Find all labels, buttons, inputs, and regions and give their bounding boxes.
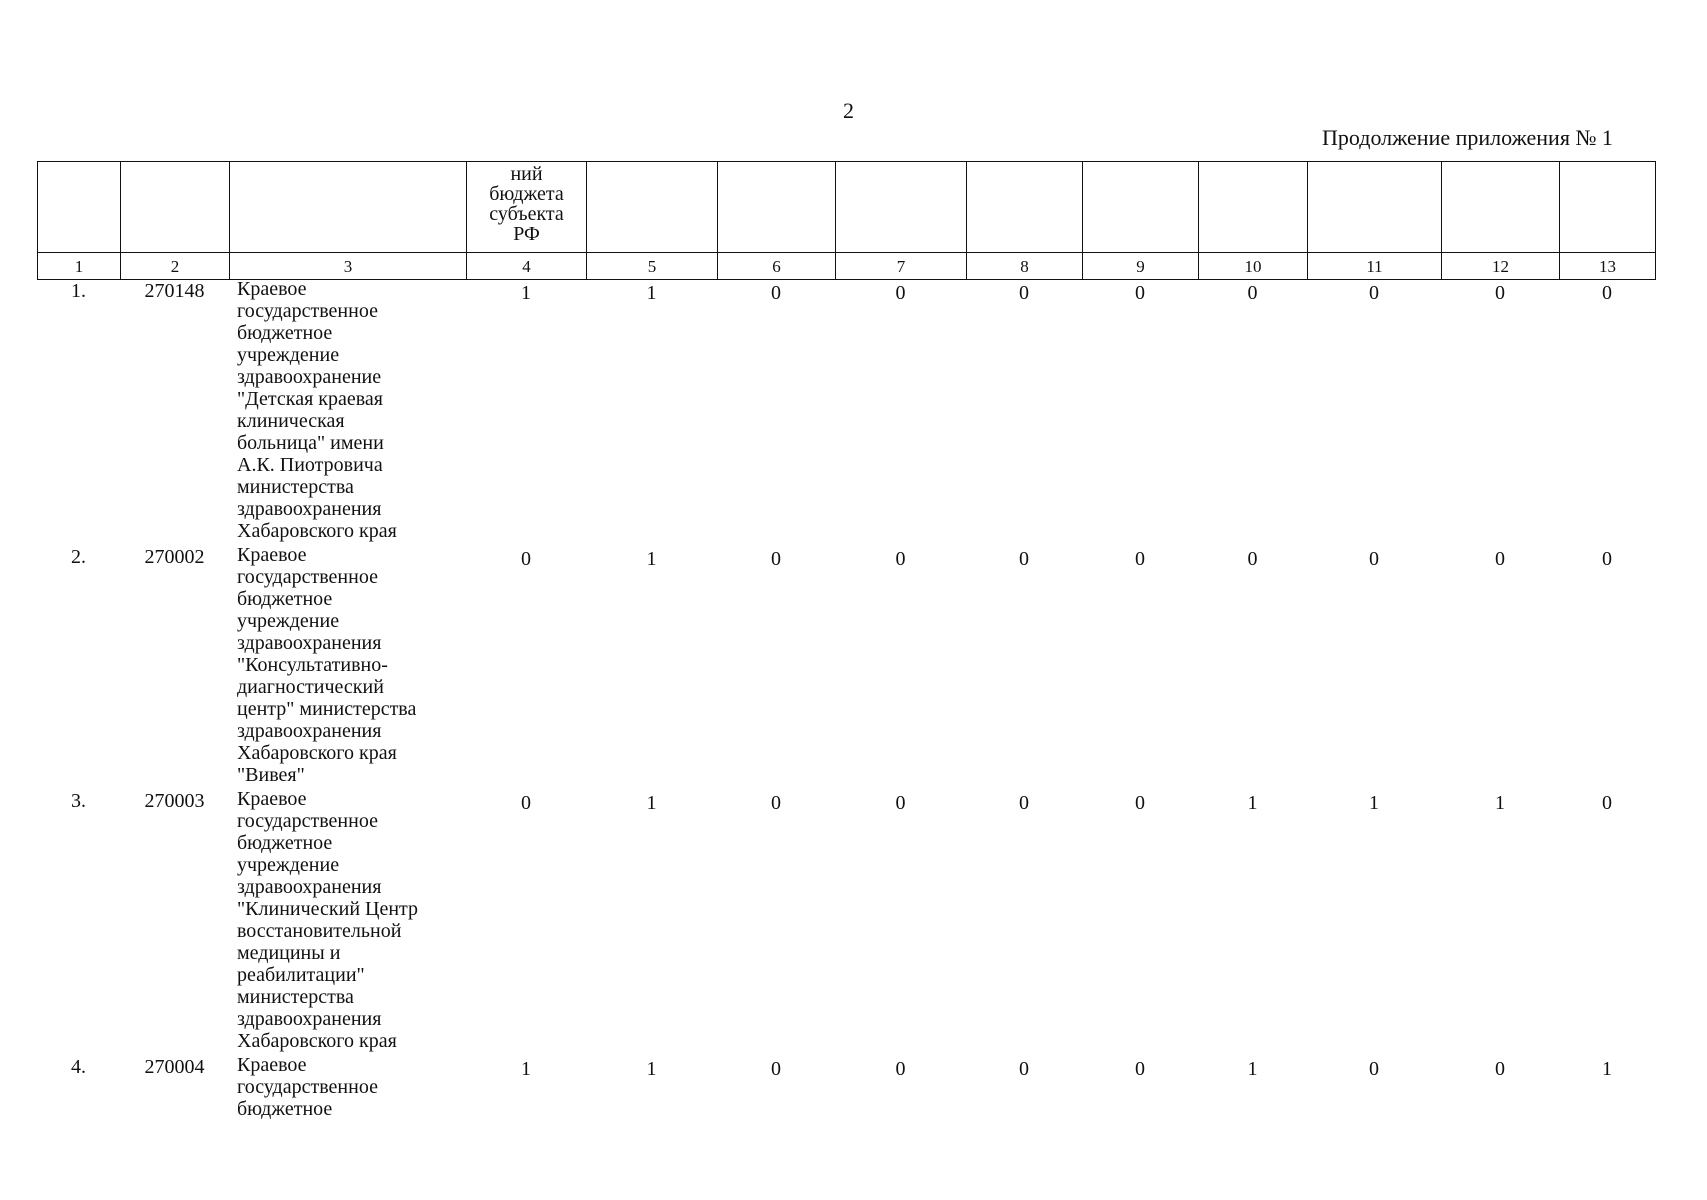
row-value: 0 [1495,1058,1505,1080]
row-value: 0 [895,282,906,304]
header-cell-6 [718,162,836,253]
header-cell-1 [38,162,121,253]
table-body [37,278,1655,1134]
continuation-title: Продолжение приложения № 1 [1322,125,1613,150]
header-cell-9 [1083,162,1199,253]
column-number: 4 [467,253,587,280]
row-code: 270002 [144,546,205,568]
header-cell-7 [836,162,967,253]
column-number: 7 [836,253,967,280]
header-cell-11 [1308,162,1442,253]
table-row [37,544,1655,788]
row-value: 0 [1495,282,1505,304]
row-value: 0 [895,1058,906,1080]
header-row-column-numbers [38,253,1656,280]
header-cell-13 [1560,162,1656,253]
row-value: 1 [1602,1058,1612,1080]
page-number: 2 [843,98,854,123]
row-value: 0 [1019,792,1029,814]
column-number: 2 [121,253,230,280]
row-value: 0 [1602,792,1612,814]
header-cell-4 [467,162,587,253]
row-value: 0 [771,548,781,570]
table-row [37,278,1655,544]
column-number: 10 [1199,253,1308,280]
row-value: 1 [646,282,657,304]
row-value: 1 [646,1058,657,1080]
row-value: 0 [771,282,781,304]
row-name: Краевое государственное бюджетное учреждение здравоохранения "Клинический Центр восстановительной медицины и реабилитации" министерства здравоохранения Хабаровского края [237,788,419,1052]
row-value: 1 [1369,792,1379,814]
header-cell-3 [230,162,467,253]
column-number: 5 [587,253,718,280]
header-cell-12 [1442,162,1560,253]
row-value: 0 [521,792,531,814]
row-value: 0 [1602,548,1612,570]
row-value: 1 [1247,1058,1258,1080]
row-value: 0 [895,548,906,570]
row-value: 1 [646,792,657,814]
column-number: 11 [1308,253,1442,280]
header-cell-10 [1199,162,1308,253]
column-number: 12 [1442,253,1560,280]
header-cell-5 [587,162,718,253]
row-value: 1 [1247,792,1258,814]
row-value: 0 [521,548,531,570]
row-value: 1 [646,548,657,570]
row-value: 0 [1135,792,1145,814]
row-value: 0 [1602,282,1612,304]
row-code: 270004 [144,1056,205,1078]
row-name: Краевое государственное бюджетное [237,1054,378,1120]
row-value: 0 [895,792,906,814]
row-value: 0 [1019,548,1029,570]
row-value: 0 [1247,282,1258,304]
row-code: 270003 [144,790,205,812]
row-value: 1 [1495,792,1505,814]
table-row [37,788,1655,1054]
row-value: 0 [1369,282,1379,304]
row-name: Краевое государственное бюджетное учреждение здравоохранения "Консультативно- диагностический центр" министерства здравоохранения Хабаровского края "Вивея" [237,544,417,786]
row-value: 1 [521,282,531,304]
table-row [37,1054,1655,1134]
header-cell-2 [121,162,230,253]
header-cell-8 [967,162,1083,253]
row-number: 3. [71,790,86,812]
row-value: 0 [1135,548,1145,570]
column-number: 6 [718,253,836,280]
row-value: 0 [1019,1058,1029,1080]
row-value: 0 [1495,548,1505,570]
row-value: 0 [1135,1058,1145,1080]
row-name: Краевое государственное бюджетное учреждение здравоохранение "Детская краевая клиническая больница" имени А.К. Пиотровича министерства здравоохранения Хабаровского края [237,278,397,542]
row-number: 1. [71,280,86,302]
column-number: 13 [1560,253,1656,280]
column-number: 3 [230,253,467,280]
row-code: 270148 [144,280,205,302]
row-value: 0 [1247,548,1258,570]
column-number: 9 [1083,253,1199,280]
table-header [37,161,1656,280]
row-value: 0 [771,1058,781,1080]
row-number: 2. [71,546,86,568]
row-value: 0 [1369,548,1379,570]
column-number: 1 [38,253,121,280]
header-row-top [38,162,1656,253]
row-value: 0 [1019,282,1029,304]
row-value: 0 [1369,1058,1379,1080]
header-col4-text: ний бюджета субъекта РФ [489,163,564,245]
column-number: 8 [967,253,1083,280]
row-value: 0 [1135,282,1145,304]
row-value: 1 [521,1058,531,1080]
row-value: 0 [771,792,781,814]
row-number: 4. [71,1056,86,1078]
